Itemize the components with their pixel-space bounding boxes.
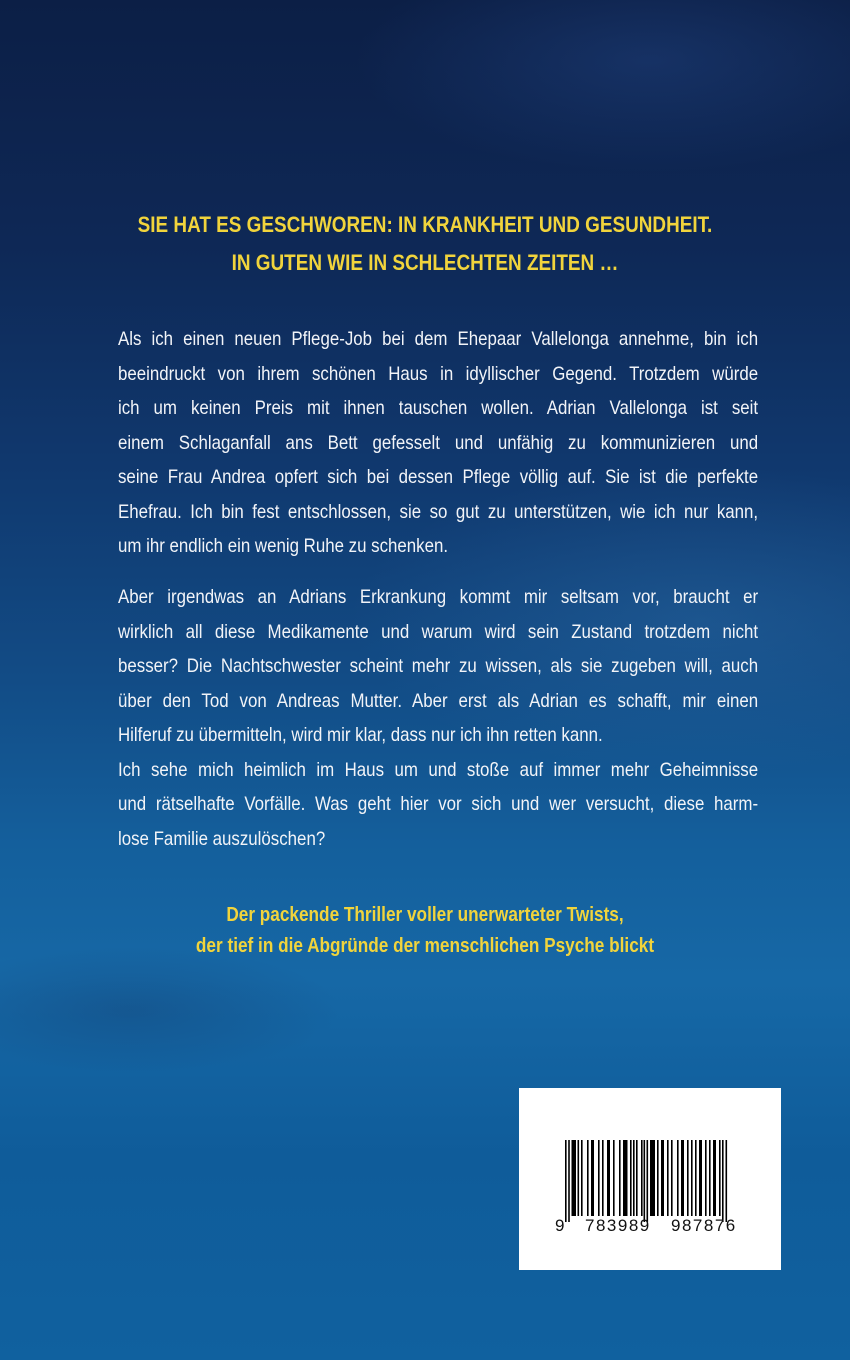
- isbn-barcode: [519, 1088, 781, 1270]
- blurb-line: über den Tod von Andreas Mutter. Aber erst als Adrian es schafft, mir einen: [118, 689, 759, 712]
- closing-line-1: Der packende Thriller voller unerwarteter Twists,: [226, 904, 624, 926]
- blurb-line: beeindruckt von ihrem schönen Haus in idyllischer Gegend. Trotzdem würde: [118, 362, 759, 385]
- isbn-digit-first: 9: [555, 1216, 566, 1235]
- blurb-paragraph-1: [118, 322, 758, 564]
- barcode-bars-icon: [565, 1140, 745, 1222]
- blurb-line: lose Familie auszulöschen?: [118, 827, 326, 850]
- tagline: [60, 206, 791, 282]
- blurb-line: um ihr endlich ein wenig Ruhe zu schenken.: [118, 535, 449, 557]
- closing-tagline: [60, 900, 791, 962]
- blurb-line: Aber irgendwas an Adrians Erkrankung kommt mir seltsam vor, braucht er: [118, 586, 759, 608]
- blurb-line: Hilferuf zu übermitteln, wird mir klar, dass nur ich ihn retten kann.: [118, 724, 603, 746]
- blurb-paragraph-2: [118, 580, 758, 856]
- blurb-line: besser? Die Nachtschwester scheint mehr zu wissen, als sie zugeben will, auch: [118, 655, 759, 677]
- blurb-line: Ich sehe mich heimlich im Haus um und stoße auf immer mehr Geheimnisse: [118, 758, 759, 781]
- isbn-group-right: 987876: [671, 1216, 737, 1235]
- blurb-line: ich um keinen Preis mit ihnen tauschen wollen. Adrian Vallelonga ist seit: [118, 397, 759, 419]
- blurb-line: Ehefrau. Ich bin fest entschlossen, sie so gut zu unterstützen, wie ich nur kann,: [118, 500, 759, 523]
- closing-line-2: der tief in die Abgründe der menschlichen Psyche blickt: [195, 935, 655, 957]
- blurb-line: Als ich einen neuen Pflege-Job bei dem Ehepaar Vallelonga annehme, bin ich: [118, 328, 759, 350]
- tagline-line-1: SIE HAT ES GESCHWOREN: IN KRANKHEIT UND GESUNDHEIT.: [137, 212, 713, 237]
- blurb-line: und rätselhafte Vorfälle. Was geht hier vor sich und wer versucht, diese harm-: [118, 793, 759, 815]
- blurb-line: einem Schlaganfall ans Bett gefesselt und unfähig zu kommunizieren und: [118, 431, 759, 454]
- isbn-group-left: 783989: [585, 1216, 651, 1235]
- tagline-line-2: IN GUTEN WIE IN SCHLECHTEN ZEITEN …: [231, 250, 619, 275]
- blurb-line: seine Frau Andrea opfert sich bei dessen Pflege völlig auf. Sie ist die perfekte: [118, 466, 759, 488]
- blurb-line: wirklich all diese Medikamente und warum wird sein Zustand trotzdem nicht: [118, 620, 759, 643]
